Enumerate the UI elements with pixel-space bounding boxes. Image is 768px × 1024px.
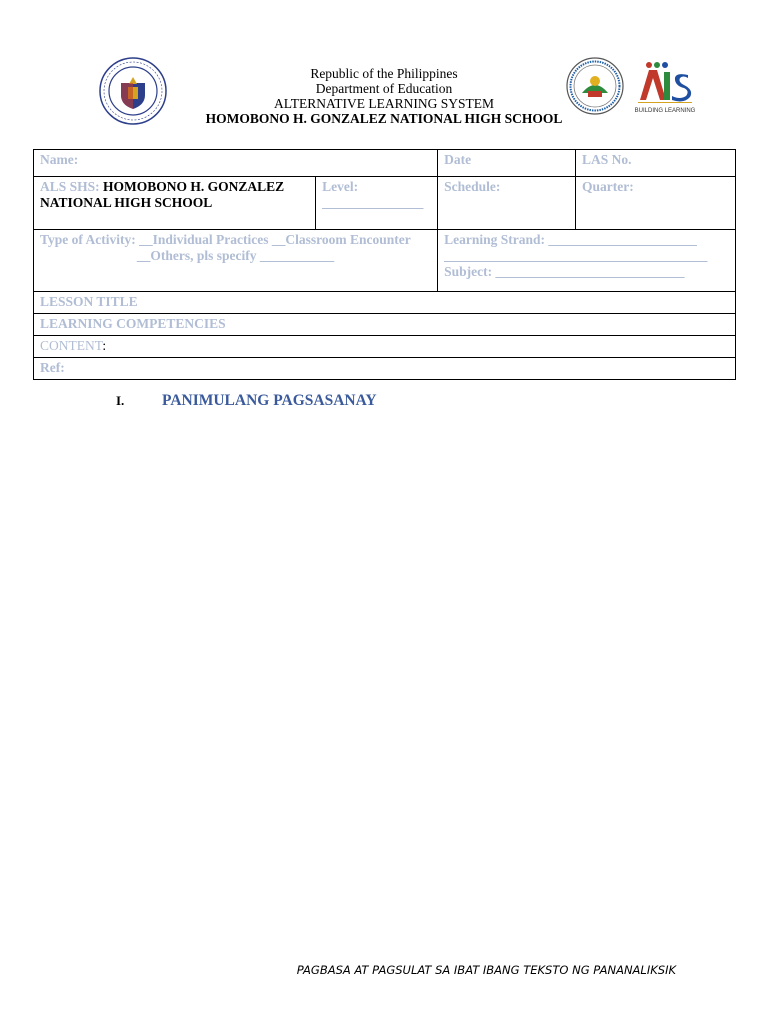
als-logo-icon	[634, 60, 696, 116]
als-tagline: BUILDING LEARNING	[634, 108, 696, 114]
content-colon: :	[102, 338, 107, 353]
school-name-value: HOMOBONO H. GONZALEZ NATIONAL HIGH SCHOOL	[40, 179, 285, 210]
las-no-cell[interactable]	[576, 150, 736, 177]
name-label: Name:	[40, 152, 79, 167]
ref-row[interactable]	[34, 358, 736, 380]
schedule-cell[interactable]	[438, 177, 576, 230]
header-als: ALTERNATIVE LEARNING SYSTEM	[274, 96, 494, 111]
name-cell[interactable]	[34, 150, 438, 177]
section-title: PANIMULANG PAGSASANAY	[162, 392, 377, 409]
lesson-title-row[interactable]	[34, 292, 736, 314]
las-form-table	[33, 149, 736, 380]
header-republic: Republic of the Philippines	[310, 66, 458, 81]
level-blank: _______________	[322, 195, 424, 210]
competencies-row[interactable]	[34, 314, 736, 336]
learning-strand-line: Learning Strand: ______________________	[444, 232, 697, 247]
lesson-title-label: LESSON TITLE	[40, 294, 138, 309]
header-department: Department of Education	[315, 81, 453, 96]
als-shs-cell	[34, 177, 316, 230]
quarter-label: Quarter:	[582, 179, 634, 194]
activity-others-line: __Others, pls specify ___________	[136, 248, 335, 263]
subject-line: Subject: ____________________________	[444, 264, 685, 279]
schedule-label: Schedule:	[444, 179, 501, 194]
section-numeral: I.	[116, 393, 125, 408]
header-school: HOMOBONO H. GONZALEZ NATIONAL HIGH SCHOOL	[205, 111, 563, 126]
quarter-cell[interactable]	[576, 177, 736, 230]
level-cell[interactable]	[316, 177, 438, 230]
als-shs-label: ALS SHS:	[40, 179, 100, 194]
content-label: CONTENT	[40, 338, 103, 353]
competencies-label: LEARNING COMPETENCIES	[40, 316, 226, 331]
las-no-label: LAS No.	[582, 152, 632, 167]
activity-type-cell[interactable]	[34, 230, 438, 292]
school-seal-icon	[566, 57, 624, 115]
ref-label: Ref:	[40, 360, 65, 375]
content-row[interactable]	[34, 336, 736, 358]
date-label: Date	[444, 152, 472, 167]
date-cell[interactable]	[438, 150, 576, 177]
page-footer: PAGBASA AT PAGSULAT SA IBAT IBANG TEKSTO NG PANANALIKSIK	[296, 963, 676, 977]
level-label: Level:	[322, 179, 359, 194]
activity-type-line: Type of Activity: __Individual Practices __Classroom Encounter	[40, 232, 411, 247]
strand-subject-cell[interactable]	[438, 230, 736, 292]
learning-strand-continuation: _______________________________________	[444, 248, 708, 263]
